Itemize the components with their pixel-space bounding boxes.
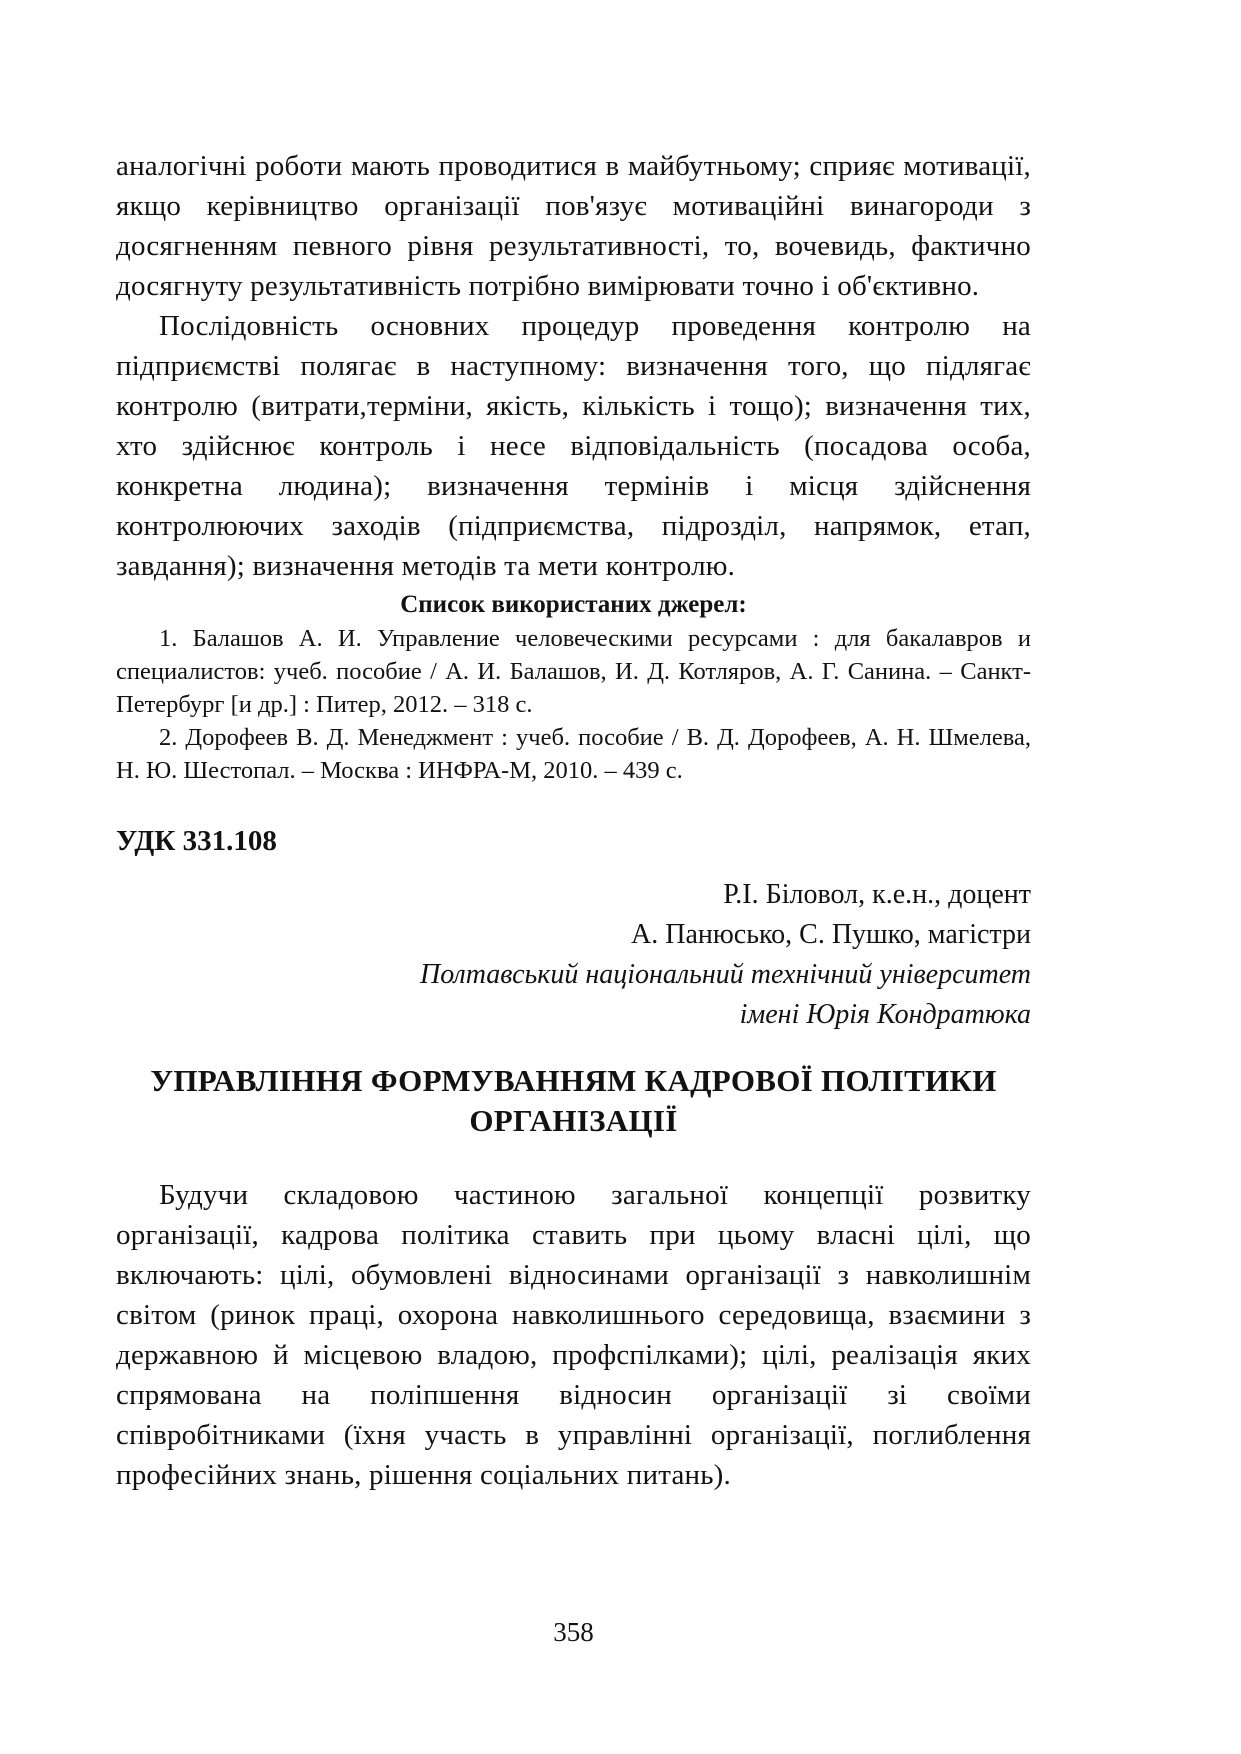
article-title-line-1: УПРАВЛІННЯ ФОРМУВАННЯМ КАДРОВОЇ ПОЛІТИКИ: [150, 1063, 997, 1098]
references-heading: Список використаних джерел:: [400, 591, 747, 618]
text-column: [116, 146, 1031, 1495]
reference-item-2: 2. Дорофеев В. Д. Менеджмент : учеб. пособие / В. Д. Дорофеев, А. Н. Шмелева, Н. Ю. Шестопал. – Москва : ИНФРА-М, 2010. – 439 с.: [116, 724, 1031, 784]
article-body-paragraph: Будучи складовою частиною загальної концепції розвитку організації, кадрова політика ставить при цьому власні цілі, що включають: цілі, обумовлені відносинами організації з навколишнім світом (ринок праці, охорона навколишнього середовища, взаємини з державною й місцевою владою, профспілками); цілі, реалізація яких спрямована на поліпшення відносин організації зі своїми співробітниками (їхня участь в управлінні організації, поглиблення професійних знань, рішення соціальних питань).: [116, 1179, 1031, 1491]
udc-code: УДК 331.108: [116, 825, 277, 857]
author-line-2: А. Панюсько, С. Пушко, магістри: [631, 919, 1031, 950]
page-number: 358: [553, 1617, 594, 1647]
author-line-1: Р.І. Біловол, к.е.н., доцент: [723, 879, 1031, 910]
paragraph-control-procedures: Послідовність основних процедур проведення контролю на підприємстві полягає в наступному: визначення того, що підлягає контролю (витрати,терміни, якість, кількість і тощо); визначення тих, хто здійснює контроль і несе відповідальність (посадова особа, конкретна людина); визначення термінів і місця здійснення контролюючих заходів (підприємства, підрозділ, напрямок, етап, завдання); визначення методів та мети контролю.: [116, 310, 1031, 582]
article-title-line-2: ОРГАНІЗАЦІЇ: [469, 1103, 678, 1138]
affiliation-line-2: імені Юрія Кондратюка: [739, 999, 1031, 1030]
author-block: [116, 875, 1031, 1035]
affiliation-line-1: Полтавський національний технічний університет: [420, 959, 1031, 990]
paragraph-continued-from-previous-page: аналогічні роботи мають проводитися в майбутньому; сприяє мотивації, якщо керівництво організації пов'язує мотиваційні винагороди з досягненням певного рівня результативності, то, вочевидь, фактично досягнуту результативність потрібно вимірювати точно і об'єктивно.: [116, 150, 1031, 302]
reference-item-1: 1. Балашов А. И. Управление человеческими ресурсами : для бакалавров и специалистов: учеб. пособие / А. И. Балашов, И. Д. Котляров, А. Г. Санина. – Санкт-Петербург [и др.] : Питер, 2012. – 318 с.: [116, 625, 1031, 718]
article-title: [116, 1061, 1031, 1141]
